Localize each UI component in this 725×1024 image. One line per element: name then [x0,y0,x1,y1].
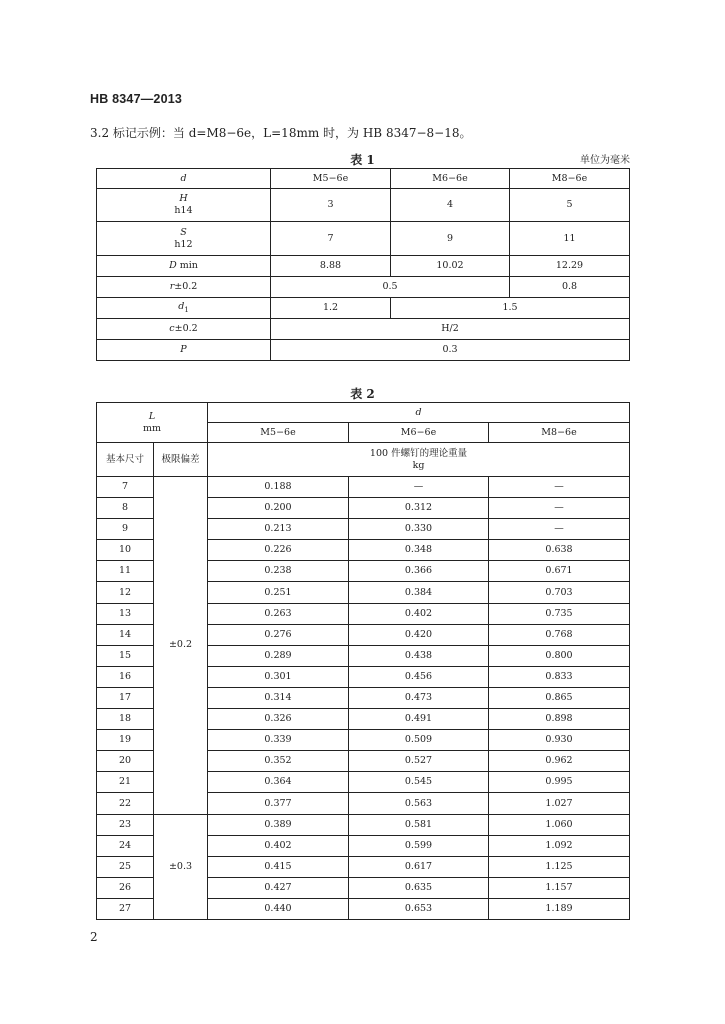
length-cell: 23 [97,814,154,835]
weight-cell-m5: 0.389 [208,814,349,835]
weight-cell-m8: — [489,498,630,519]
weight-cell-m8: — [489,477,630,498]
header-tolerance: 极限偏差 [154,443,208,477]
table-2-title: 表 2 [350,387,375,401]
weight-cell-m5: 0.226 [208,540,349,561]
length-cell: 26 [97,877,154,898]
weight-cell-m8: — [489,519,630,540]
length-cell: 21 [97,772,154,793]
weight-cell-m8: 1.125 [489,856,630,877]
weight-cell-m5: 0.415 [208,856,349,877]
weight-cell-m8: 1.060 [489,814,630,835]
weight-cell-m8: 0.768 [489,624,630,645]
table-cell: 10.02 [391,256,510,277]
tolerance-cell: ±0.3 [154,814,208,919]
table-cell: 7 [271,222,391,256]
weight-cell-m6: 0.420 [349,624,489,645]
table-cell: 0.5 [271,277,510,298]
weight-cell-m8: 0.898 [489,709,630,730]
weight-cell-m6: 0.635 [349,877,489,898]
table-cell: 1.5 [391,298,630,319]
length-cell: 27 [97,898,154,919]
length-cell: 18 [97,709,154,730]
length-cell: 11 [97,561,154,582]
page-number: 2 [90,930,98,944]
table-cell: M8−6e [510,169,630,189]
weight-cell-m5: 0.352 [208,751,349,772]
weight-cell-m6: 0.384 [349,582,489,603]
weight-cell-m8: 0.833 [489,666,630,687]
table-row [97,277,630,298]
table-cell: 11 [510,222,630,256]
length-cell: 22 [97,793,154,814]
table-cell: 8.88 [271,256,391,277]
weight-cell-m6: 0.563 [349,793,489,814]
weight-cell-m5: 0.301 [208,666,349,687]
row-label-d-min: D min [97,256,271,277]
table-row [97,814,630,835]
weight-cell-m6: 0.581 [349,814,489,835]
length-cell: 8 [97,498,154,519]
table-cell: 4 [391,189,510,222]
header-m8: M8−6e [489,423,630,443]
table-cell: 12.29 [510,256,630,277]
weight-cell-m8: 0.930 [489,730,630,751]
weight-cell-m8: 1.189 [489,898,630,919]
weight-cell-m5: 0.188 [208,477,349,498]
table-row [97,169,630,189]
length-cell: 16 [97,666,154,687]
table-1-unit: 单位为毫米 [580,155,630,166]
table-row [97,298,630,319]
weight-cell-m6: 0.348 [349,540,489,561]
weight-cell-m8: 1.092 [489,835,630,856]
weight-cell-m5: 0.200 [208,498,349,519]
length-cell: 9 [97,519,154,540]
table-2-body [97,477,630,920]
weight-cell-m6: 0.509 [349,730,489,751]
length-cell: 10 [97,540,154,561]
weight-cell-m6: 0.653 [349,898,489,919]
weight-cell-m6: 0.617 [349,856,489,877]
tolerance-cell: ±0.2 [154,477,208,815]
weight-cell-m5: 0.238 [208,561,349,582]
length-cell: 15 [97,645,154,666]
weight-cell-m6: 0.330 [349,519,489,540]
length-cell: 13 [97,603,154,624]
table-cell: M6−6e [391,169,510,189]
table-1 [96,168,630,361]
row-label-r: r±0.2 [97,277,271,298]
weight-cell-m8: 0.638 [489,540,630,561]
weight-cell-m5: 0.263 [208,603,349,624]
table-cell: 9 [391,222,510,256]
header-m5: M5−6e [208,423,349,443]
document-id: HB 8347—2013 [90,92,183,106]
header-length-mm: L mm [97,403,208,443]
weight-cell-m5: 0.276 [208,624,349,645]
table-1-title: 表 1 [350,153,375,167]
table-header-row [97,403,630,423]
weight-cell-m8: 0.735 [489,603,630,624]
length-cell: 24 [97,835,154,856]
table-row [97,189,630,222]
table-cell: 5 [510,189,630,222]
weight-cell-m6: 0.527 [349,751,489,772]
weight-cell-m5: 0.251 [208,582,349,603]
row-label-d: d [97,169,271,189]
header-weight: 100 件螺钉的理论重量 kg [208,443,630,477]
weight-cell-m8: 0.800 [489,645,630,666]
table-cell: 0.8 [510,277,630,298]
length-cell: 25 [97,856,154,877]
table-header-row [97,443,630,477]
weight-cell-m5: 0.326 [208,709,349,730]
weight-cell-m5: 0.213 [208,519,349,540]
table-cell: 0.3 [271,340,630,361]
length-cell: 17 [97,687,154,708]
table-cell: 1.2 [271,298,391,319]
row-label-h: H h14 [97,189,271,222]
weight-cell-m5: 0.364 [208,772,349,793]
length-cell: 19 [97,730,154,751]
weight-cell-m5: 0.440 [208,898,349,919]
weight-cell-m6: 0.438 [349,645,489,666]
weight-cell-m6: — [349,477,489,498]
weight-cell-m5: 0.339 [208,730,349,751]
weight-cell-m6: 0.545 [349,772,489,793]
weight-cell-m8: 1.027 [489,793,630,814]
table-cell: 3 [271,189,391,222]
section-3-2-marking-example: 3.2 标记示例：当 d=M8−6e，L=18mm 时，为 HB 8347−8−18。 [90,126,472,140]
weight-cell-m6: 0.456 [349,666,489,687]
table-cell: H/2 [271,319,630,340]
table-2 [96,402,630,920]
weight-cell-m8: 0.995 [489,772,630,793]
table-row [97,319,630,340]
weight-cell-m8: 0.962 [489,751,630,772]
weight-cell-m6: 0.366 [349,561,489,582]
length-cell: 14 [97,624,154,645]
length-cell: 20 [97,751,154,772]
weight-cell-m8: 0.671 [489,561,630,582]
row-label-c: c±0.2 [97,319,271,340]
weight-cell-m5: 0.314 [208,687,349,708]
weight-cell-m8: 1.157 [489,877,630,898]
weight-cell-m5: 0.377 [208,793,349,814]
header-d: d [208,403,630,423]
row-label-p: P [97,340,271,361]
weight-cell-m6: 0.402 [349,603,489,624]
weight-cell-m6: 0.491 [349,709,489,730]
weight-cell-m6: 0.312 [349,498,489,519]
weight-cell-m6: 0.473 [349,687,489,708]
table-row [97,222,630,256]
length-cell: 12 [97,582,154,603]
table-cell: M5−6e [271,169,391,189]
weight-cell-m8: 0.865 [489,687,630,708]
weight-cell-m8: 0.703 [489,582,630,603]
table-row [97,256,630,277]
weight-cell-m5: 0.402 [208,835,349,856]
header-m6: M6−6e [349,423,489,443]
weight-cell-m5: 0.427 [208,877,349,898]
header-basic-size: 基本尺寸 [97,443,154,477]
row-label-d1: $d_1$ [97,298,271,319]
table-row [97,340,630,361]
row-label-s: S h12 [97,222,271,256]
table-row [97,477,630,498]
weight-cell-m6: 0.599 [349,835,489,856]
weight-cell-m5: 0.289 [208,645,349,666]
length-cell: 7 [97,477,154,498]
